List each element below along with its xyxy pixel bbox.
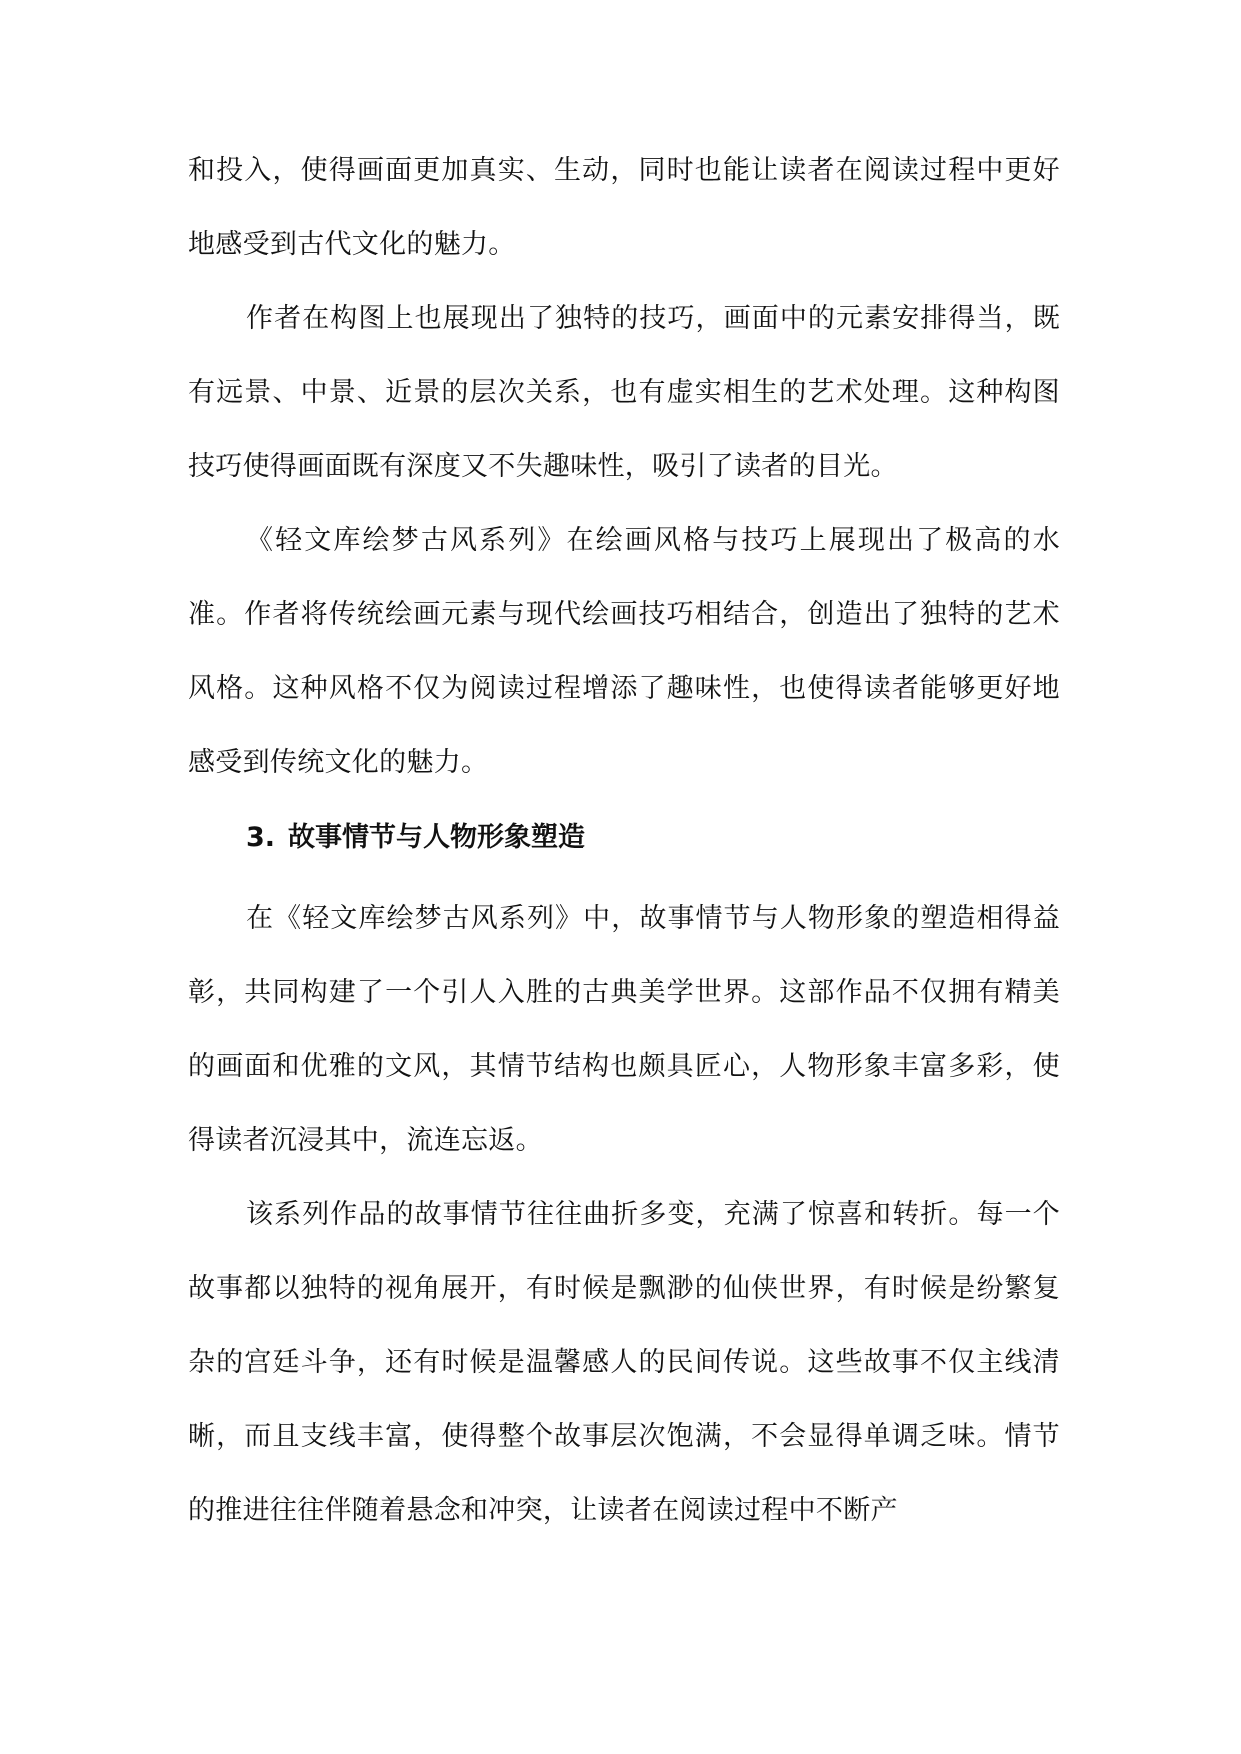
paragraph-1: 和投入，使得画面更加真实、生动，同时也能让读者在阅读过程中更好地感受到古代文化的魅力。 (188, 155, 1060, 260)
paragraph-5: 该系列作品的故事情节往往曲折多变，充满了惊喜和转折。每一个故事都以独特的视角展开，有时候是飘渺的仙侠世界，有时候是纷繁复杂的宫廷斗争，还有时候是温馨感人的民间传说。这些故事不仅主线清晰，而且支线丰富，使得整个故事层次饱满，不会显得单调乏味。情节的推进往往伴随着悬念和冲突，让读者在阅读过程中不断产 (188, 1199, 1060, 1526)
paragraph-2: 作者在构图上也展现出了独特的技巧，画面中的元素安排得当，既有远景、中景、近景的层次关系，也有虚实相生的艺术处理。这种构图技巧使得画面既有深度又不失趣味性，吸引了读者的目光。 (188, 303, 1060, 482)
section-heading (246, 818, 585, 858)
section-number: 3. (246, 822, 276, 853)
paragraph-4: 在《轻文库绘梦古风系列》中，故事情节与人物形象的塑造相得益彰，共同构建了一个引人入胜的古典美学世界。这部作品不仅拥有精美的画面和优雅的文风，其情节结构也颇具匠心，人物形象丰富多彩，使得读者沉浸其中，流连忘返。 (188, 903, 1060, 1156)
section-title: 故事情节与人物形象塑造 (288, 822, 585, 853)
paragraph-3: 《轻文库绘梦古风系列》在绘画风格与技巧上展现出了极高的水准。作者将传统绘画元素与现代绘画技巧相结合，创造出了独特的艺术风格。这种风格不仅为阅读过程增添了趣味性，也使得读者能够更好地感受到传统文化的魅力。 (188, 525, 1060, 778)
